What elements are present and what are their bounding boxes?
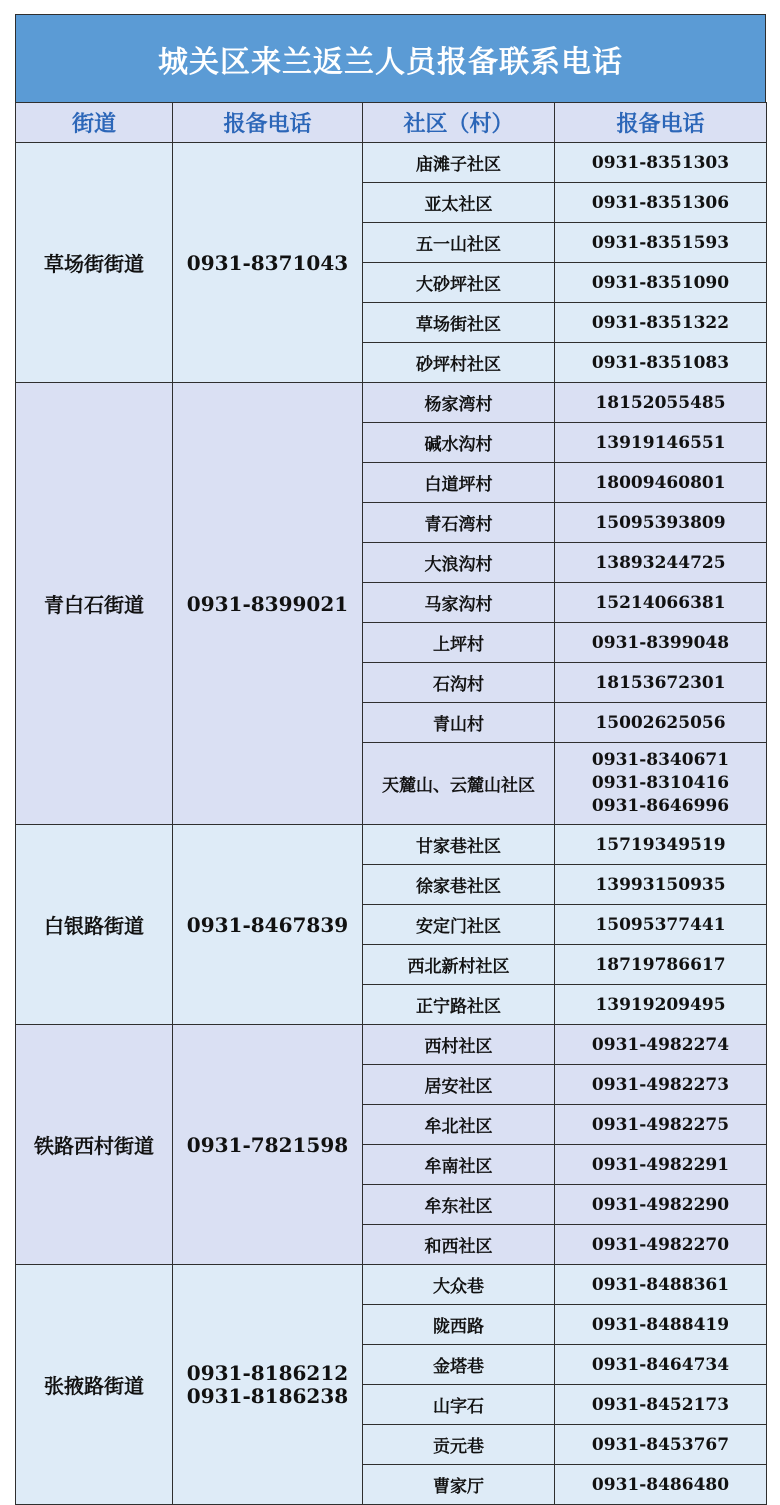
community-phone-number: 13919146551 [595,432,726,453]
community-name: 甘家巷社区 [363,825,555,865]
community-name: 山字石 [363,1385,555,1425]
community-phone [555,583,767,623]
community-phone [555,1065,767,1105]
community-phone-number: 0931-8452173 [591,1394,730,1415]
community-phone-number: 0931-8351322 [591,312,730,333]
community-phone [555,663,767,703]
community-phone-number: 0931-8488419 [591,1314,730,1335]
community-phone-number: 0931-4982275 [591,1114,730,1135]
community-phone [555,183,767,223]
page-title: 城关区来兰返兰人员报备联系电话 [15,14,766,102]
community-name: 居安社区 [363,1065,555,1105]
community-phone [555,1145,767,1185]
table-row [16,825,767,865]
community-phone [555,423,767,463]
street-phone-number: 0931-8186238 [186,1383,349,1408]
community-name: 金塔巷 [363,1345,555,1385]
community-name: 徐家巷社区 [363,865,555,905]
community-phone-number: 0931-8340671 [591,750,730,770]
community-phone [555,1465,767,1505]
community-phone-number: 0931-8310416 [591,773,730,793]
community-name: 亚太社区 [363,183,555,223]
community-phone-number: 0931-8351303 [591,152,730,173]
community-phone [555,1025,767,1065]
community-phone-number: 0931-8351593 [591,232,730,253]
community-name: 大众巷 [363,1265,555,1305]
community-phone [555,865,767,905]
street-phone-number: 0931-8186212 [186,1360,349,1385]
community-name: 曹家厅 [363,1465,555,1505]
community-phone-number: 18153672301 [595,672,726,693]
community-phone-number: 0931-4982270 [591,1234,730,1255]
street-name: 草场街街道 [16,143,173,383]
community-phone-number: 0931-8453767 [591,1434,730,1455]
table-body [16,143,767,1505]
community-name: 牟北社区 [363,1105,555,1145]
table-row [16,143,767,183]
street-phone-number: 0931-8467839 [186,912,349,937]
table-row [16,1025,767,1065]
community-name: 杨家湾村 [363,383,555,423]
community-phone [555,263,767,303]
community-phone [555,1225,767,1265]
community-phone [555,1425,767,1465]
community-name: 草场街社区 [363,303,555,343]
table-row [16,383,767,423]
community-phone [555,383,767,423]
community-phone-number: 0931-4982274 [591,1034,730,1055]
community-name: 陇西路 [363,1305,555,1345]
community-phone-number: 15095377441 [595,914,726,935]
community-name: 五一山社区 [363,223,555,263]
community-phone-number: 15095393809 [595,512,726,533]
community-phone-number: 0931-8464734 [591,1354,730,1375]
community-name: 大砂坪社区 [363,263,555,303]
street-phone [173,383,363,825]
community-phone-number: 13993150935 [595,874,726,895]
community-name: 青山村 [363,703,555,743]
street-name: 白银路街道 [16,825,173,1025]
community-phone-number: 13919209495 [595,994,726,1015]
community-phone-number: 0931-8351306 [591,192,730,213]
community-name: 牟东社区 [363,1185,555,1225]
community-name: 石沟村 [363,663,555,703]
street-name: 青白石街道 [16,383,173,825]
community-phone [555,223,767,263]
community-name: 和西社区 [363,1225,555,1265]
community-name: 天麓山、云麓山社区 [363,743,555,825]
community-phone [555,1265,767,1305]
community-name: 青石湾村 [363,503,555,543]
street-phone [173,1025,363,1265]
community-name: 西村社区 [363,1025,555,1065]
community-phone [555,905,767,945]
community-phone-number: 18719786617 [595,954,726,975]
community-name: 正宁路社区 [363,985,555,1025]
community-phone-number: 0931-8486480 [591,1474,730,1495]
community-name: 安定门社区 [363,905,555,945]
community-name: 大浪沟村 [363,543,555,583]
street-phone-number: 0931-8399021 [186,591,349,616]
community-phone-number: 18152055485 [595,392,726,413]
community-phone [555,503,767,543]
contact-table [15,102,767,1505]
community-phone [555,463,767,503]
community-phone [555,743,767,825]
community-phone [555,1305,767,1345]
community-name: 上坪村 [363,623,555,663]
community-name: 牟南社区 [363,1145,555,1185]
street-name: 铁路西村街道 [16,1025,173,1265]
street-phone [173,1265,363,1505]
community-name: 碱水沟村 [363,423,555,463]
community-phone-number: 0931-8351083 [591,352,730,373]
community-phone [555,543,767,583]
community-phone-number: 0931-4982273 [591,1074,730,1095]
community-phone-number: 15214066381 [595,592,726,613]
community-phone-number: 0931-4982291 [591,1154,730,1175]
community-phone [555,1345,767,1385]
header-community-phone: 报备电话 [555,103,767,143]
community-phone-number: 15002625056 [595,712,726,733]
community-phone [555,945,767,985]
community-phone [555,1185,767,1225]
header-community: 社区（村） [363,103,555,143]
community-name: 白道坪村 [363,463,555,503]
community-phone [555,303,767,343]
community-phone-number: 13893244725 [595,552,726,573]
street-name: 张掖路街道 [16,1265,173,1505]
table-row [16,1265,767,1305]
community-name: 砂坪村社区 [363,343,555,383]
community-phone [555,343,767,383]
header-row [16,103,767,143]
community-phone-number: 0931-8646996 [591,796,730,816]
street-phone [173,143,363,383]
header-street-phone: 报备电话 [173,103,363,143]
community-phone-number: 0931-8488361 [591,1274,730,1295]
street-phone-number: 0931-8371043 [186,250,349,275]
community-phone [555,623,767,663]
community-phone-number: 0931-8351090 [591,272,730,293]
community-phone [555,1385,767,1425]
street-phone [173,825,363,1025]
community-phone-number: 18009460801 [595,472,726,493]
community-name: 贡元巷 [363,1425,555,1465]
header-street: 街道 [16,103,173,143]
community-name: 马家沟村 [363,583,555,623]
community-phone-number: 0931-8399048 [591,632,730,653]
street-phone-number: 0931-7821598 [186,1132,349,1157]
contact-sheet [15,14,766,1505]
community-phone [555,143,767,183]
community-phone-number: 15719349519 [595,834,726,855]
community-name: 庙滩子社区 [363,143,555,183]
community-phone [555,703,767,743]
community-name: 西北新村社区 [363,945,555,985]
community-phone [555,985,767,1025]
community-phone [555,1105,767,1145]
community-phone [555,825,767,865]
community-phone-number: 0931-4982290 [591,1194,730,1215]
